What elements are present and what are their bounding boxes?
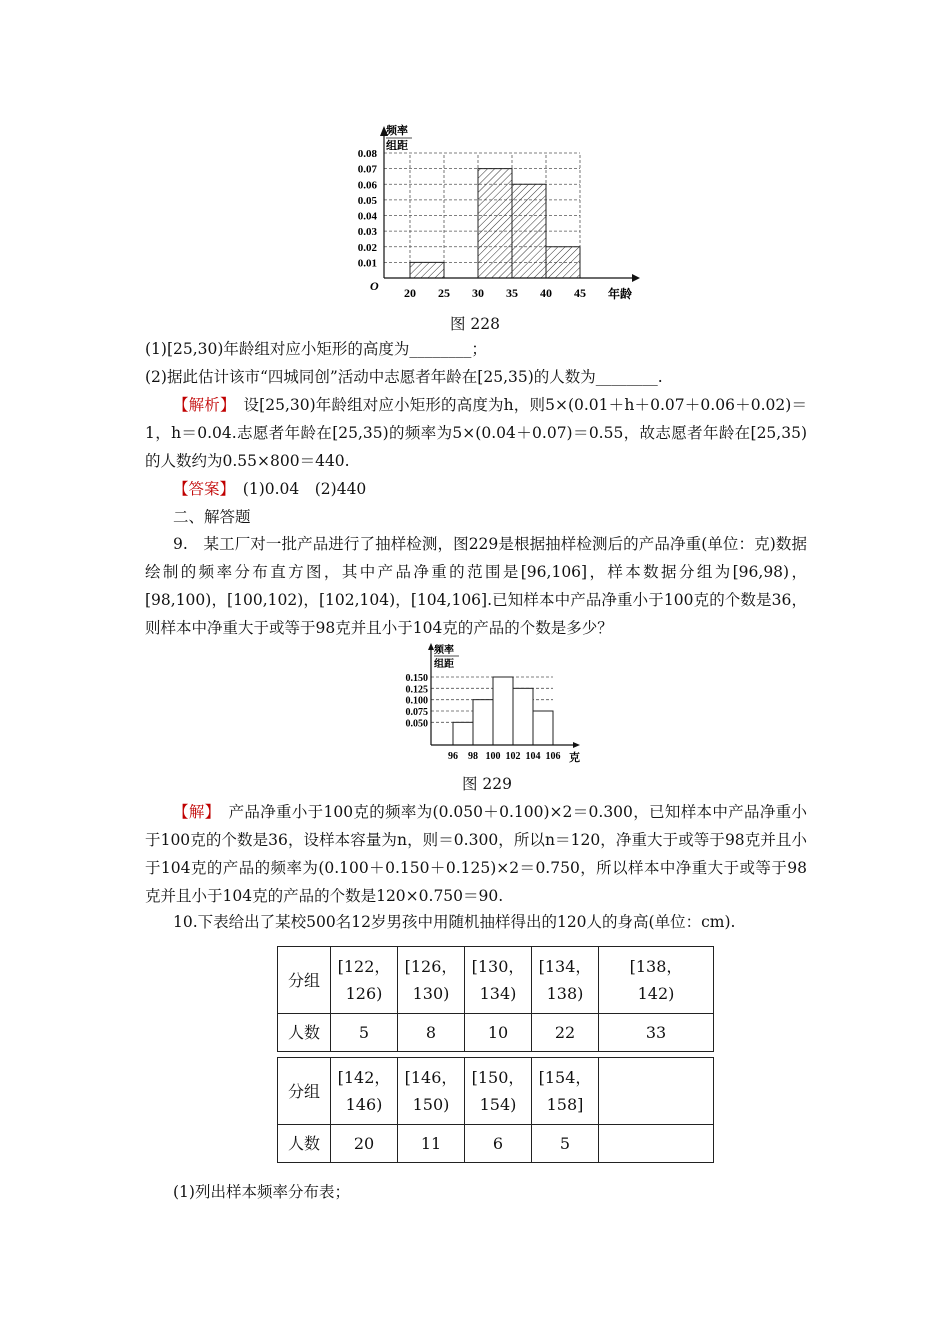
q9-text: 9. 某工厂对一批产品进行了抽样检测，图229是根据抽样检测后的产品净重(单位：克)数据绘制的频率分布直方图，其中产品净重的范围是[96,106]，样本数据分组为[96,98)，[98,100)，[100,102)，[102,104)，[104,106].已知样本中产品净重小于100克的个数是36，则样本中净重大于或等于98克并且小于104克的产品的个数是多少？	[145, 535, 807, 637]
section-title: 二、解答题	[173, 508, 251, 526]
q8-sub2: (2)据此估计该市“四城同创”活动中志愿者年龄在[25,35)的人数为________.	[145, 368, 663, 386]
x-tick-label: 40	[540, 286, 552, 300]
solution-tag: 【解】	[173, 803, 213, 821]
answer-tag: 【答案】	[173, 480, 228, 498]
count-cell: 11	[398, 1125, 465, 1163]
count-cell: 5	[532, 1125, 599, 1163]
x-tick-label: 106	[545, 751, 561, 762]
analysis-text: 设[25,30)年龄组对应小矩形的高度为h，则5×(0.01＋h＋0.07＋0.06＋0.02)＝1，h＝0.04.志愿者年龄在[25,35)的频率为5×(0.04＋0.07)＝0.55，故志愿者年龄在[25,35)的人数约为0.55×800＝440.	[145, 396, 807, 470]
y-tick-label: 0.100	[405, 695, 428, 707]
q10-text: 10.下表给出了某校500名12岁男孩中用随机抽样得出的120人的身高(单位：cm).	[173, 913, 736, 931]
group-cell	[599, 1058, 714, 1125]
group-cell: [130， 134)	[465, 947, 532, 1014]
histogram-weight	[393, 640, 593, 770]
x-tick-label: 102	[505, 751, 521, 762]
y-tick-label: 0.150	[405, 673, 428, 684]
count-cell: 33	[599, 1014, 714, 1052]
origin-label: O	[370, 279, 379, 293]
count-cell: 22	[532, 1014, 599, 1052]
y-tick-label: 0.04	[357, 210, 377, 223]
group-cell: [154， 158]	[532, 1058, 599, 1125]
y-tick-label: 0.02	[357, 241, 377, 254]
histogram-age	[340, 118, 650, 308]
x-axis-arrow	[632, 274, 640, 282]
count-cell: 10	[465, 1014, 532, 1052]
y-axis-label-top: 频率	[434, 645, 454, 656]
x-tick-label: 30	[472, 286, 484, 300]
y-tick-label: 0.125	[405, 684, 428, 696]
y-tick-label: 0.03	[357, 226, 377, 239]
y-tick-label: 0.07	[357, 163, 377, 176]
y-tick-label: 0.075	[405, 707, 428, 718]
group-cell: [122， 126)	[331, 947, 398, 1014]
x-tick-label: 45	[574, 286, 586, 300]
row-label-count: 人数	[278, 1125, 331, 1163]
x-tick-label: 98	[468, 751, 478, 762]
histogram-bar	[493, 677, 513, 745]
analysis-tag: 【解析】	[173, 396, 228, 414]
group-cell: [134， 138)	[532, 947, 599, 1014]
y-axis-label-bottom: 组距	[386, 140, 408, 152]
q9-solution	[145, 798, 807, 910]
y-axis-label-bottom: 组距	[434, 659, 454, 670]
solution-text: 产品净重小于100克的频率为(0.050＋0.100)×2＝0.300，已知样本中产品净重小于100克的个数是36，设样本容量为n，则＝0.300，所以n＝120，净重大于或等于98克并且小于104克的产品的频率为(0.100＋0.150＋0.125)×2＝0.750，所以样本中净重大于或等于98克并且小于104克的产品的个数是120×0.750＝90.	[145, 803, 807, 905]
x-axis-label: 年龄	[608, 287, 633, 301]
figure-229-caption: 图 229	[462, 775, 513, 793]
count-cell: 20	[331, 1125, 398, 1163]
histogram-bar	[478, 169, 512, 278]
x-tick-label: 20	[404, 286, 416, 300]
height-table	[277, 946, 714, 1163]
y-tick-label: 0.050	[405, 718, 428, 730]
group-cell: [126， 130)	[398, 947, 465, 1014]
x-tick-label: 104	[525, 751, 541, 762]
q8-sub1: (1)[25,30)年龄组对应小矩形的高度为________；	[145, 340, 487, 358]
x-tick-label: 100	[485, 751, 501, 762]
x-tick-label: 25	[438, 286, 450, 300]
histogram-bar	[513, 688, 533, 745]
count-cell	[599, 1125, 714, 1163]
row-label-count: 人数	[278, 1014, 331, 1052]
group-cell: [138， 142)	[599, 947, 714, 1014]
histogram-bar	[512, 184, 546, 278]
histogram-bar	[533, 711, 553, 745]
histogram-bar	[473, 700, 493, 745]
count-cell: 5	[331, 1014, 398, 1052]
y-tick-label: 0.05	[357, 194, 377, 207]
count-cell: 8	[398, 1014, 465, 1052]
row-label-group: 分组	[278, 1058, 331, 1125]
histogram-bar	[546, 247, 580, 278]
histogram-bar	[453, 722, 473, 745]
y-tick-label: 0.08	[357, 148, 377, 160]
answer-text: (1)0.04 (2)440	[242, 480, 367, 498]
group-cell: [146， 150)	[398, 1058, 465, 1125]
q8-analysis	[145, 391, 807, 475]
y-axis-label-top: 频率	[386, 125, 408, 137]
count-cell: 6	[465, 1125, 532, 1163]
q8-answer	[145, 475, 807, 503]
group-cell: [150， 154)	[465, 1058, 532, 1125]
y-tick-label: 0.01	[357, 257, 377, 270]
x-axis-label: 克	[569, 752, 580, 764]
x-tick-label: 96	[448, 751, 458, 762]
x-tick-label: 35	[506, 286, 518, 300]
group-cell: [142， 146)	[331, 1058, 398, 1125]
y-tick-label: 0.06	[357, 179, 377, 192]
figure-228-caption: 图 228	[450, 315, 501, 333]
x-axis-arrow	[573, 742, 580, 748]
histogram-bar	[410, 262, 444, 278]
row-label-group: 分组	[278, 947, 331, 1014]
q10-sub1: (1)列出样本频率分布表；	[173, 1183, 350, 1201]
